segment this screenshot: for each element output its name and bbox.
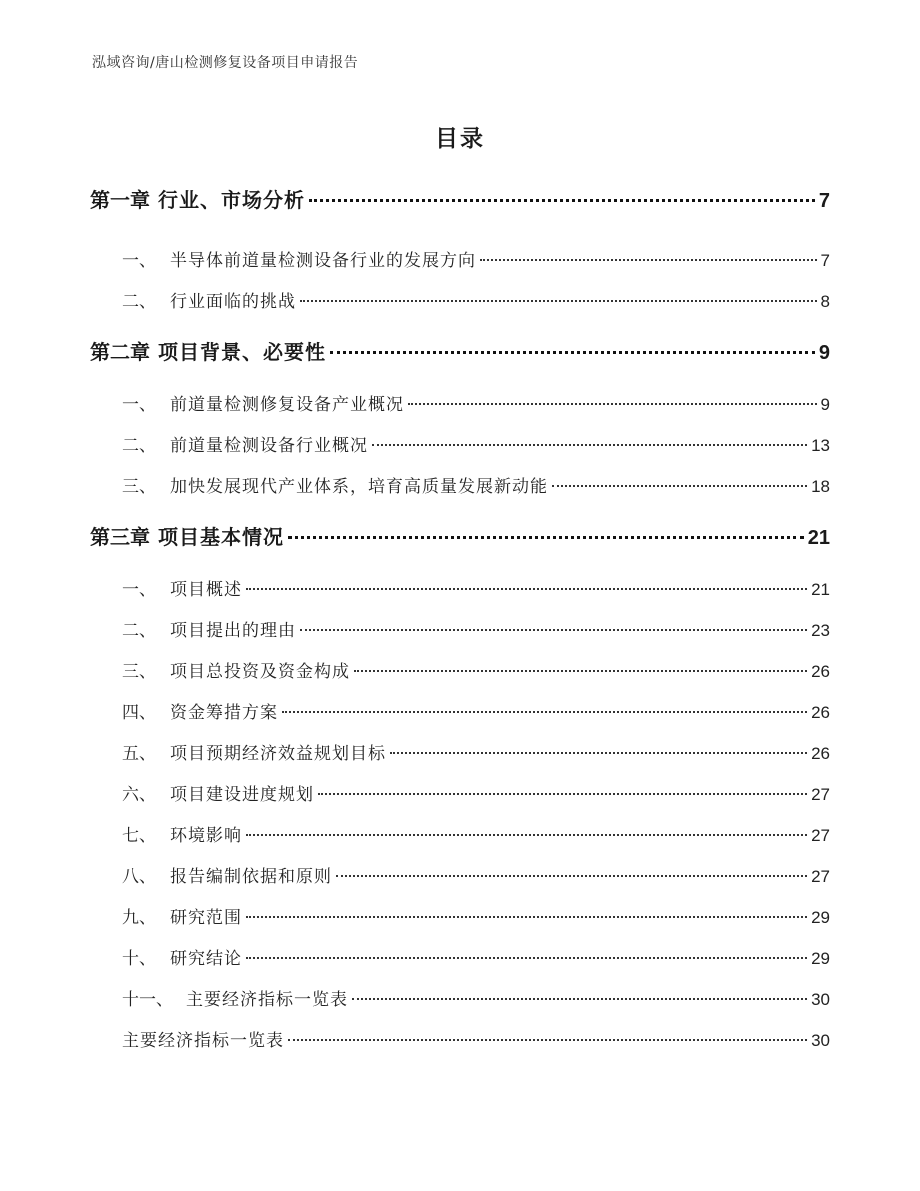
dot-leader: [330, 351, 815, 354]
toc-title: 目录: [435, 126, 485, 152]
dot-leader: [246, 916, 807, 918]
toc-entry-label: 项目提出的理由: [170, 621, 296, 641]
toc-entry-label: 环境影响: [170, 826, 242, 846]
toc-entry-label: 研究结论: [170, 949, 242, 969]
toc-entry-label: 报告编制依据和原则: [170, 867, 332, 887]
toc-entry-number: 一、: [122, 395, 156, 415]
header-divider: [90, 75, 830, 76]
toc-entry-section[interactable]: [122, 739, 830, 765]
dot-leader: [282, 711, 807, 713]
toc-entry-number: 第一章: [90, 188, 150, 212]
dot-leader: [552, 485, 807, 487]
toc-entry-page: 21: [807, 527, 830, 549]
dot-leader: [246, 588, 807, 590]
toc-entry-section[interactable]: [122, 246, 830, 272]
toc-entry-label: 主要经济指标一览表: [186, 990, 348, 1010]
toc-entry-page: 8: [820, 292, 830, 311]
toc-entry-number: 三、: [122, 477, 156, 497]
toc-entry-number: 四、: [122, 703, 156, 723]
toc-entry-label: 项目背景、必要性: [158, 340, 326, 364]
toc-entry-page: 26: [811, 703, 830, 722]
toc-entry-number: 二、: [122, 292, 156, 312]
toc-entry-page: 27: [811, 867, 830, 886]
toc-entry-page: 9: [818, 342, 830, 364]
toc-entry-page: 27: [811, 785, 830, 804]
toc-entry-label: 项目建设进度规划: [170, 785, 314, 805]
toc-entry-label: 项目总投资及资金构成: [170, 662, 350, 682]
toc-entry-label: 项目基本情况: [158, 525, 284, 549]
toc-entry-chapter-3[interactable]: [90, 521, 830, 551]
toc-entry-section[interactable]: [122, 472, 830, 498]
toc-entry-page: 9: [820, 395, 830, 414]
toc-entry-label: 主要经济指标一览表: [122, 1031, 284, 1051]
toc-entry-number: 十、: [122, 949, 156, 969]
toc-entry-number: 一、: [122, 580, 156, 600]
toc-entry-page: 29: [811, 908, 830, 927]
toc-entry-label: 研究范围: [170, 908, 242, 928]
dot-leader: [300, 300, 817, 302]
toc-entry-number: 二、: [122, 621, 156, 641]
dot-leader: [309, 199, 815, 202]
toc-entry-section[interactable]: [122, 944, 830, 970]
dot-leader: [336, 875, 807, 877]
toc-entry-number: 五、: [122, 744, 156, 764]
toc-entry-number: 二、: [122, 436, 156, 456]
toc-entry-number: 七、: [122, 826, 156, 846]
toc-entry-section[interactable]: [122, 287, 830, 313]
toc-entry-number: 第三章: [90, 525, 150, 549]
toc-entry-section[interactable]: [122, 780, 830, 806]
toc-entry-chapter-2[interactable]: [90, 336, 830, 366]
toc-entry-label: 前道量检测修复设备产业概况: [170, 395, 404, 415]
toc-entry-page: 7: [820, 251, 830, 270]
toc-entry-section[interactable]: [122, 985, 830, 1011]
toc-entry-number: 八、: [122, 867, 156, 887]
toc-entry-section[interactable]: [122, 616, 830, 642]
toc-entry-table[interactable]: [122, 1026, 830, 1052]
toc-entry-page: 18: [811, 477, 830, 496]
toc-entry-number: 九、: [122, 908, 156, 928]
dot-leader: [480, 259, 817, 261]
dot-leader: [246, 957, 807, 959]
toc-entry-page: 26: [811, 662, 830, 681]
toc-entry-page: 30: [811, 1031, 830, 1050]
running-header: 泓域咨询/唐山检测修复设备项目申请报告: [92, 55, 359, 71]
dot-leader: [354, 670, 807, 672]
toc-entry-label: 资金筹措方案: [170, 703, 278, 723]
toc-entry-label: 前道量检测设备行业概况: [170, 436, 368, 456]
dot-leader: [288, 536, 804, 539]
toc-entry-number: 六、: [122, 785, 156, 805]
toc-entry-label: 项目概述: [170, 580, 242, 600]
toc-entry-number: 第二章: [90, 340, 150, 364]
toc-entry-section[interactable]: [122, 821, 830, 847]
dot-leader: [408, 403, 817, 405]
toc-entry-section[interactable]: [122, 575, 830, 601]
dot-leader: [352, 998, 807, 1000]
dot-leader: [288, 1039, 807, 1041]
toc-entry-label: 项目预期经济效益规划目标: [170, 744, 386, 764]
toc-entry-section[interactable]: [122, 657, 830, 683]
toc-entry-label: 行业面临的挑战: [170, 292, 296, 312]
toc-entry-page: 23: [811, 621, 830, 640]
toc-entry-page: 21: [811, 580, 830, 599]
dot-leader: [372, 444, 807, 446]
toc-entry-section[interactable]: [122, 390, 830, 416]
toc-entry-number: 一、: [122, 251, 156, 271]
toc-entry-section[interactable]: [122, 431, 830, 457]
toc-entry-section[interactable]: [122, 698, 830, 724]
dot-leader: [318, 793, 807, 795]
toc-entry-number: 三、: [122, 662, 156, 682]
toc-entry-page: 7: [818, 190, 830, 212]
toc-entry-page: 27: [811, 826, 830, 845]
toc-entry-section[interactable]: [122, 903, 830, 929]
toc-entry-section[interactable]: [122, 862, 830, 888]
toc-entry-chapter-1[interactable]: [90, 184, 830, 214]
toc-entry-number: 十一、: [122, 990, 173, 1010]
toc-entry-label: 行业、市场分析: [158, 188, 305, 212]
toc-entry-label: 半导体前道量检测设备行业的发展方向: [170, 251, 476, 271]
toc-entry-page: 30: [811, 990, 830, 1009]
toc-entry-label: 加快发展现代产业体系，培育高质量发展新动能: [170, 477, 548, 497]
toc-entry-page: 13: [811, 436, 830, 455]
dot-leader: [390, 752, 807, 754]
toc-entry-page: 29: [811, 949, 830, 968]
toc-entry-page: 26: [811, 744, 830, 763]
dot-leader: [246, 834, 807, 836]
dot-leader: [300, 629, 807, 631]
